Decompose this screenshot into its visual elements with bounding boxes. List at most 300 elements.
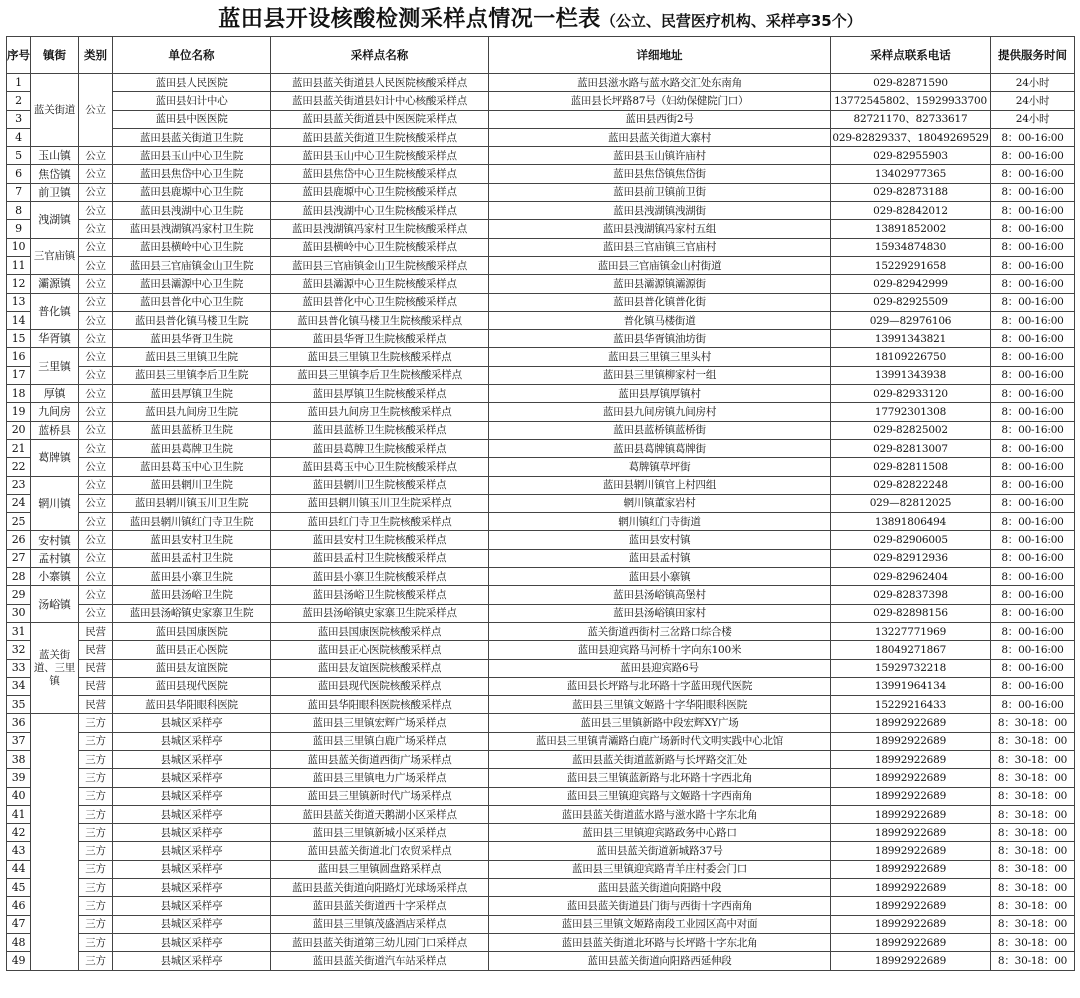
header-site: 采样点名称 [271,37,489,74]
table-body [7,74,1075,971]
row-unit: 县城区采样亭 [113,897,271,915]
row-service-time: 8：00-16:00 [991,330,1075,348]
row-site: 蓝田县安村卫生院核酸采样点 [271,531,489,549]
row-site: 蓝田县三里镇新时代广场采样点 [271,787,489,805]
row-phone: 029-82813007 [831,439,991,457]
row-category: 公立 [79,568,113,586]
row-unit: 蓝田县安村卫生院 [113,531,271,549]
row-site: 蓝田县玉山中心卫生院核酸采样点 [271,147,489,165]
row-site: 蓝田县现代医院核酸采样点 [271,677,489,695]
row-site: 蓝田县葛牌卫生院核酸采样点 [271,439,489,457]
row-category: 公立 [79,549,113,567]
row-phone: 18992922689 [831,952,991,970]
row-phone: 15934874830 [831,238,991,256]
table-row [7,366,1075,384]
row-site: 蓝田县三官庙镇金山卫生院核酸采样点 [271,256,489,274]
row-phone: 029-82825002 [831,421,991,439]
row-phone: 029-82955903 [831,147,991,165]
row-seq: 33 [7,659,31,677]
row-service-time: 8：30-18：00 [991,842,1075,860]
row-category: 公立 [79,183,113,201]
row-category: 公立 [79,586,113,604]
row-service-time: 8：00-16:00 [991,531,1075,549]
row-town: 蓝关街道 [31,74,79,147]
row-seq: 1 [7,74,31,92]
table-row [7,238,1075,256]
row-site: 蓝田县汤峪卫生院核酸采样点 [271,586,489,604]
row-unit: 县城区采样亭 [113,769,271,787]
row-address: 蓝田县蓝关街道县门街与西街十字西南角 [489,897,831,915]
row-phone: 029-82829337、18049269529 [831,128,991,146]
row-service-time: 8：30-18：00 [991,824,1075,842]
row-address: 蓝田县迎宾路马河桥十字向东100米 [489,641,831,659]
table-row [7,494,1075,512]
table-row [7,476,1075,494]
row-address: 蓝田县三里镇文姬路十字华阳眼科医院 [489,696,831,714]
row-category: 三方 [79,750,113,768]
row-town: 汤峪镇 [31,586,79,623]
row-category: 三方 [79,769,113,787]
row-phone: 18992922689 [831,805,991,823]
row-site: 蓝田县三里镇新城小区采样点 [271,824,489,842]
table-row [7,787,1075,805]
row-unit: 蓝田县中医医院 [113,110,271,128]
row-service-time: 24小时 [991,74,1075,92]
row-service-time: 8：00-16:00 [991,220,1075,238]
row-phone: 15229216433 [831,696,991,714]
row-service-time: 8：00-16:00 [991,238,1075,256]
table-row [7,275,1075,293]
row-phone: 15929732218 [831,659,991,677]
header-category: 类别 [79,37,113,74]
row-phone: 029-82933120 [831,385,991,403]
row-unit: 蓝田县辋川卫生院 [113,476,271,494]
row-category: 公立 [79,311,113,329]
row-service-time: 8：00-16:00 [991,622,1075,640]
row-category: 公立 [79,439,113,457]
table-row [7,311,1075,329]
row-site: 蓝田县蓝关街道县中医医院采样点 [271,110,489,128]
row-category: 公立 [79,385,113,403]
row-unit: 蓝田县普化中心卫生院 [113,293,271,311]
row-category: 公立 [79,330,113,348]
row-service-time: 8：00-16:00 [991,476,1075,494]
row-town: 普化镇 [31,293,79,330]
row-address: 蓝田县普化镇普化街 [489,293,831,311]
row-phone: 029-82942999 [831,275,991,293]
row-site: 蓝田县辋川镇玉川卫生院采样点 [271,494,489,512]
row-address: 葛牌镇草坪街 [489,458,831,476]
row-seq: 6 [7,165,31,183]
row-site: 蓝田县蓝关街道西街广场采样点 [271,750,489,768]
row-town: 孟村镇 [31,549,79,567]
row-address: 蓝田县汤峪镇田家村 [489,604,831,622]
row-address: 蓝田县三里镇柳家村一组 [489,366,831,384]
row-seq: 5 [7,147,31,165]
row-category: 三方 [79,805,113,823]
row-seq: 4 [7,128,31,146]
row-service-time: 8：00-16:00 [991,494,1075,512]
row-unit: 蓝田县国康医院 [113,622,271,640]
row-service-time: 8：00-16:00 [991,128,1075,146]
row-service-time: 8：00-16:00 [991,439,1075,457]
row-address: 蓝田县汤峪镇高堡村 [489,586,831,604]
row-site: 蓝田县九间房卫生院核酸采样点 [271,403,489,421]
row-seq: 36 [7,714,31,732]
row-service-time: 8：30-18：00 [991,732,1075,750]
row-service-time: 8：00-16:00 [991,183,1075,201]
row-seq: 7 [7,183,31,201]
row-service-time: 8：00-16:00 [991,513,1075,531]
sampling-site-table [6,36,1075,971]
header-address: 详细地址 [489,37,831,74]
row-site: 蓝田县华阳眼科医院核酸采样点 [271,696,489,714]
row-unit: 蓝田县小寨卫生院 [113,568,271,586]
table-row [7,860,1075,878]
row-address: 蓝田县滋水路与蓝水路交汇处东南角 [489,74,831,92]
row-phone: 13772545802、15929933700 [831,92,991,110]
row-address: 蓝田县蓝关街道蓝水路与滋水路十字东北角 [489,805,831,823]
row-seq: 27 [7,549,31,567]
row-site: 蓝田县蓝关街道汽车站采样点 [271,952,489,970]
table-row [7,549,1075,567]
table-row [7,513,1075,531]
row-category: 公立 [79,476,113,494]
row-address: 蓝田县厚镇厚镇村 [489,385,831,403]
row-category: 公立 [79,366,113,384]
row-category: 三方 [79,732,113,750]
row-town: 辋川镇 [31,476,79,531]
table-row [7,897,1075,915]
row-unit: 蓝田县三里镇李后卫生院 [113,366,271,384]
row-phone: 13991964134 [831,677,991,695]
row-phone: 029—82812025 [831,494,991,512]
row-service-time: 8：00-16:00 [991,659,1075,677]
row-address: 蓝田县蓝关街道向阳路西延伸段 [489,952,831,970]
header-seq: 序号 [7,37,31,74]
row-site: 蓝田县蓝桥卫生院核酸采样点 [271,421,489,439]
row-unit: 蓝田县辋川镇玉川卫生院 [113,494,271,512]
row-category: 公立 [79,348,113,366]
row-seq: 28 [7,568,31,586]
row-service-time: 8：00-16:00 [991,568,1075,586]
row-category: 三方 [79,714,113,732]
row-category: 民营 [79,696,113,714]
row-site: 蓝田县汤峪镇史家寨卫生院采样点 [271,604,489,622]
row-phone: 18992922689 [831,842,991,860]
row-service-time: 8：30-18：00 [991,897,1075,915]
row-phone: 029—82976106 [831,311,991,329]
row-site: 蓝田县蓝关街道向阳路灯光球场采样点 [271,879,489,897]
row-site: 蓝田县蓝关街道第三幼儿园门口采样点 [271,933,489,951]
table-row [7,641,1075,659]
row-seq: 43 [7,842,31,860]
row-category: 公立 [79,513,113,531]
row-service-time: 8：30-18：00 [991,933,1075,951]
row-seq: 48 [7,933,31,951]
row-unit: 县城区采样亭 [113,787,271,805]
row-seq: 21 [7,439,31,457]
row-address: 蓝田县三里镇迎宾路与文姬路十字西南角 [489,787,831,805]
row-category: 三方 [79,915,113,933]
row-phone: 18992922689 [831,897,991,915]
row-town: 厚镇 [31,385,79,403]
row-seq: 20 [7,421,31,439]
table-row [7,714,1075,732]
row-seq: 11 [7,256,31,274]
row-service-time: 8：00-16:00 [991,677,1075,695]
row-category: 公立 [79,74,113,147]
row-phone: 82721170、82733617 [831,110,991,128]
row-category: 公立 [79,403,113,421]
row-address: 蓝田县蓝桥镇蓝桥街 [489,421,831,439]
row-site: 蓝田县横岭中心卫生院核酸采样点 [271,238,489,256]
header-service-time: 提供服务时间 [991,37,1075,74]
row-unit: 县城区采样亭 [113,750,271,768]
row-phone: 13991343938 [831,366,991,384]
row-category: 公立 [79,293,113,311]
row-address: 蓝田县蓝关街道北环路与长坪路十字东北角 [489,933,831,951]
row-seq: 22 [7,458,31,476]
row-address: 蓝田县三里镇三里头村 [489,348,831,366]
table-row [7,696,1075,714]
row-phone: 18992922689 [831,915,991,933]
row-unit: 县城区采样亭 [113,714,271,732]
row-unit: 蓝田县人民医院 [113,74,271,92]
row-seq: 46 [7,897,31,915]
row-site: 蓝田县焦岱中心卫生院核酸采样点 [271,165,489,183]
row-seq: 39 [7,769,31,787]
row-phone: 029-82962404 [831,568,991,586]
row-seq: 30 [7,604,31,622]
row-unit: 蓝田县三官庙镇金山卫生院 [113,256,271,274]
row-service-time: 8：30-18：00 [991,787,1075,805]
row-town [31,714,79,970]
table-row [7,952,1075,970]
row-category: 公立 [79,275,113,293]
row-site: 蓝田县蓝关街道卫生院核酸采样点 [271,128,489,146]
row-address: 蓝田县葛牌镇葛牌街 [489,439,831,457]
row-service-time: 8：00-16:00 [991,385,1075,403]
row-phone: 18992922689 [831,879,991,897]
row-site: 蓝田县灞源中心卫生院核酸采样点 [271,275,489,293]
row-service-time: 8：30-18：00 [991,714,1075,732]
title-main: 蓝田县开设核酸检测采样点情况一栏表 [218,7,601,32]
row-address: 蓝田县长坪路与北环路十字蓝田现代医院 [489,677,831,695]
row-unit: 蓝田县孟村卫生院 [113,549,271,567]
row-address: 蓝田县三官庙镇金山村街道 [489,256,831,274]
row-town: 三里镇 [31,348,79,385]
table-row [7,531,1075,549]
table-row [7,147,1075,165]
row-address: 蓝田县辋川镇官上村四组 [489,476,831,494]
row-phone: 18992922689 [831,769,991,787]
row-address: 蓝田县三里镇蓝新路与北环路十字西北角 [489,769,831,787]
row-category: 三方 [79,897,113,915]
table-row [7,330,1075,348]
row-unit: 蓝田县灞源中心卫生院 [113,275,271,293]
row-address: 蓝田县蓝关街道蓝新路与长坪路交汇处 [489,750,831,768]
table-row [7,750,1075,768]
header-unit: 单位名称 [113,37,271,74]
row-address: 蓝田县玉山镇许庙村 [489,147,831,165]
row-phone: 18992922689 [831,787,991,805]
row-address: 辋川镇董家岩村 [489,494,831,512]
row-town: 蓝桥县 [31,421,79,439]
row-seq: 45 [7,879,31,897]
row-address: 蓝田县小寨镇 [489,568,831,586]
row-seq: 3 [7,110,31,128]
row-unit: 蓝田县横岭中心卫生院 [113,238,271,256]
row-address: 蓝田县三里镇迎宾路政务中心路口 [489,824,831,842]
table-row [7,659,1075,677]
row-address: 蓝田县三里镇新路中段宏辉XY广场 [489,714,831,732]
row-seq: 2 [7,92,31,110]
row-site: 蓝田县三里镇茂盛酒店采样点 [271,915,489,933]
row-site: 蓝田县厚镇卫生院核酸采样点 [271,385,489,403]
row-unit: 蓝田县厚镇卫生院 [113,385,271,403]
row-address: 蓝田县长坪路87号（妇幼保健院门口） [489,92,831,110]
table-row [7,183,1075,201]
row-town: 洩湖镇 [31,202,79,239]
row-service-time: 8：00-16:00 [991,366,1075,384]
row-phone: 029-82906005 [831,531,991,549]
row-seq: 24 [7,494,31,512]
row-phone: 029-82842012 [831,202,991,220]
row-site: 蓝田县蓝关街道天鹅湖小区采样点 [271,805,489,823]
table-row [7,348,1075,366]
header-phone: 采样点联系电话 [831,37,991,74]
row-seq: 10 [7,238,31,256]
row-unit: 县城区采样亭 [113,860,271,878]
row-unit: 蓝田县辋川镇红门寺卫生院 [113,513,271,531]
row-phone: 13402977365 [831,165,991,183]
row-category: 公立 [79,604,113,622]
row-town: 九间房 [31,403,79,421]
row-site: 蓝田县蓝关街道北门农贸采样点 [271,842,489,860]
row-seq: 37 [7,732,31,750]
row-service-time: 8：00-16:00 [991,348,1075,366]
row-phone: 029-82871590 [831,74,991,92]
row-unit: 蓝田县鹿塬中心卫生院 [113,183,271,201]
row-seq: 9 [7,220,31,238]
table-row [7,421,1075,439]
table-row [7,732,1075,750]
row-seq: 42 [7,824,31,842]
row-unit: 县城区采样亭 [113,933,271,951]
row-unit: 蓝田县蓝关街道卫生院 [113,128,271,146]
row-service-time: 8：00-16:00 [991,165,1075,183]
row-address: 普化镇马楼街道 [489,311,831,329]
row-site: 蓝田县小寨卫生院核酸采样点 [271,568,489,586]
row-seq: 12 [7,275,31,293]
row-unit: 蓝田县焦岱中心卫生院 [113,165,271,183]
table-row [7,220,1075,238]
row-unit: 蓝田县洩湖中心卫生院 [113,202,271,220]
table-row [7,74,1075,92]
table-row [7,293,1075,311]
row-address: 蓝田县前卫镇前卫街 [489,183,831,201]
row-service-time: 8：00-16:00 [991,458,1075,476]
table-row [7,824,1075,842]
row-category: 民营 [79,677,113,695]
row-address: 蓝田县蓝关街道向阳路中段 [489,879,831,897]
table-row [7,385,1075,403]
table-row [7,568,1075,586]
row-category: 三方 [79,879,113,897]
row-unit: 蓝田县正心医院 [113,641,271,659]
row-service-time: 8：00-16:00 [991,549,1075,567]
row-phone: 029-82898156 [831,604,991,622]
row-site: 蓝田县蓝关街道县人民医院核酸采样点 [271,74,489,92]
row-site: 蓝田县三里镇李后卫生院核酸采样点 [271,366,489,384]
row-service-time: 8：30-18：00 [991,805,1075,823]
row-category: 民营 [79,622,113,640]
row-category: 三方 [79,933,113,951]
row-site: 蓝田县蓝关街道西十字采样点 [271,897,489,915]
row-town: 华胥镇 [31,330,79,348]
row-seq: 40 [7,787,31,805]
row-unit: 县城区采样亭 [113,915,271,933]
row-site: 蓝田县普化镇马楼卫生院核酸采样点 [271,311,489,329]
row-phone: 18992922689 [831,824,991,842]
table-row [7,439,1075,457]
row-category: 三方 [79,952,113,970]
row-service-time: 8：00-16:00 [991,293,1075,311]
row-site: 蓝田县鹿塬中心卫生院核酸采样点 [271,183,489,201]
row-address: 蓝关街道西街村三岔路口综合楼 [489,622,831,640]
row-phone: 18992922689 [831,750,991,768]
row-town: 蓝关街道、三里镇 [31,622,79,713]
table-row [7,879,1075,897]
row-unit: 县城区采样亭 [113,805,271,823]
table-row [7,677,1075,695]
row-phone: 18992922689 [831,732,991,750]
row-phone: 18992922689 [831,714,991,732]
row-service-time: 24小时 [991,110,1075,128]
row-service-time: 8：00-16:00 [991,403,1075,421]
row-address: 辋川镇红门寺街道 [489,513,831,531]
row-seq: 47 [7,915,31,933]
table-row [7,403,1075,421]
row-unit: 蓝田县蓝桥卫生院 [113,421,271,439]
row-seq: 44 [7,860,31,878]
row-category: 三方 [79,824,113,842]
row-phone: 13991343821 [831,330,991,348]
row-unit: 蓝田县洩湖镇冯家村卫生院 [113,220,271,238]
row-category: 公立 [79,238,113,256]
row-unit: 蓝田县葛玉中心卫生院 [113,458,271,476]
row-seq: 17 [7,366,31,384]
row-town: 小寨镇 [31,568,79,586]
row-category: 民营 [79,659,113,677]
row-seq: 38 [7,750,31,768]
row-seq: 35 [7,696,31,714]
row-site: 蓝田县红门寺卫生院核酸采样点 [271,513,489,531]
row-site: 蓝田县葛玉中心卫生院核酸采样点 [271,458,489,476]
row-phone: 18992922689 [831,860,991,878]
row-seq: 25 [7,513,31,531]
table-row [7,604,1075,622]
table-row [7,92,1075,110]
row-phone: 18049271867 [831,641,991,659]
table-row [7,256,1075,274]
row-address: 蓝田县西街2号 [489,110,831,128]
table-row [7,586,1075,604]
row-site: 蓝田县三里镇卫生院核酸采样点 [271,348,489,366]
row-seq: 41 [7,805,31,823]
row-unit: 县城区采样亭 [113,824,271,842]
